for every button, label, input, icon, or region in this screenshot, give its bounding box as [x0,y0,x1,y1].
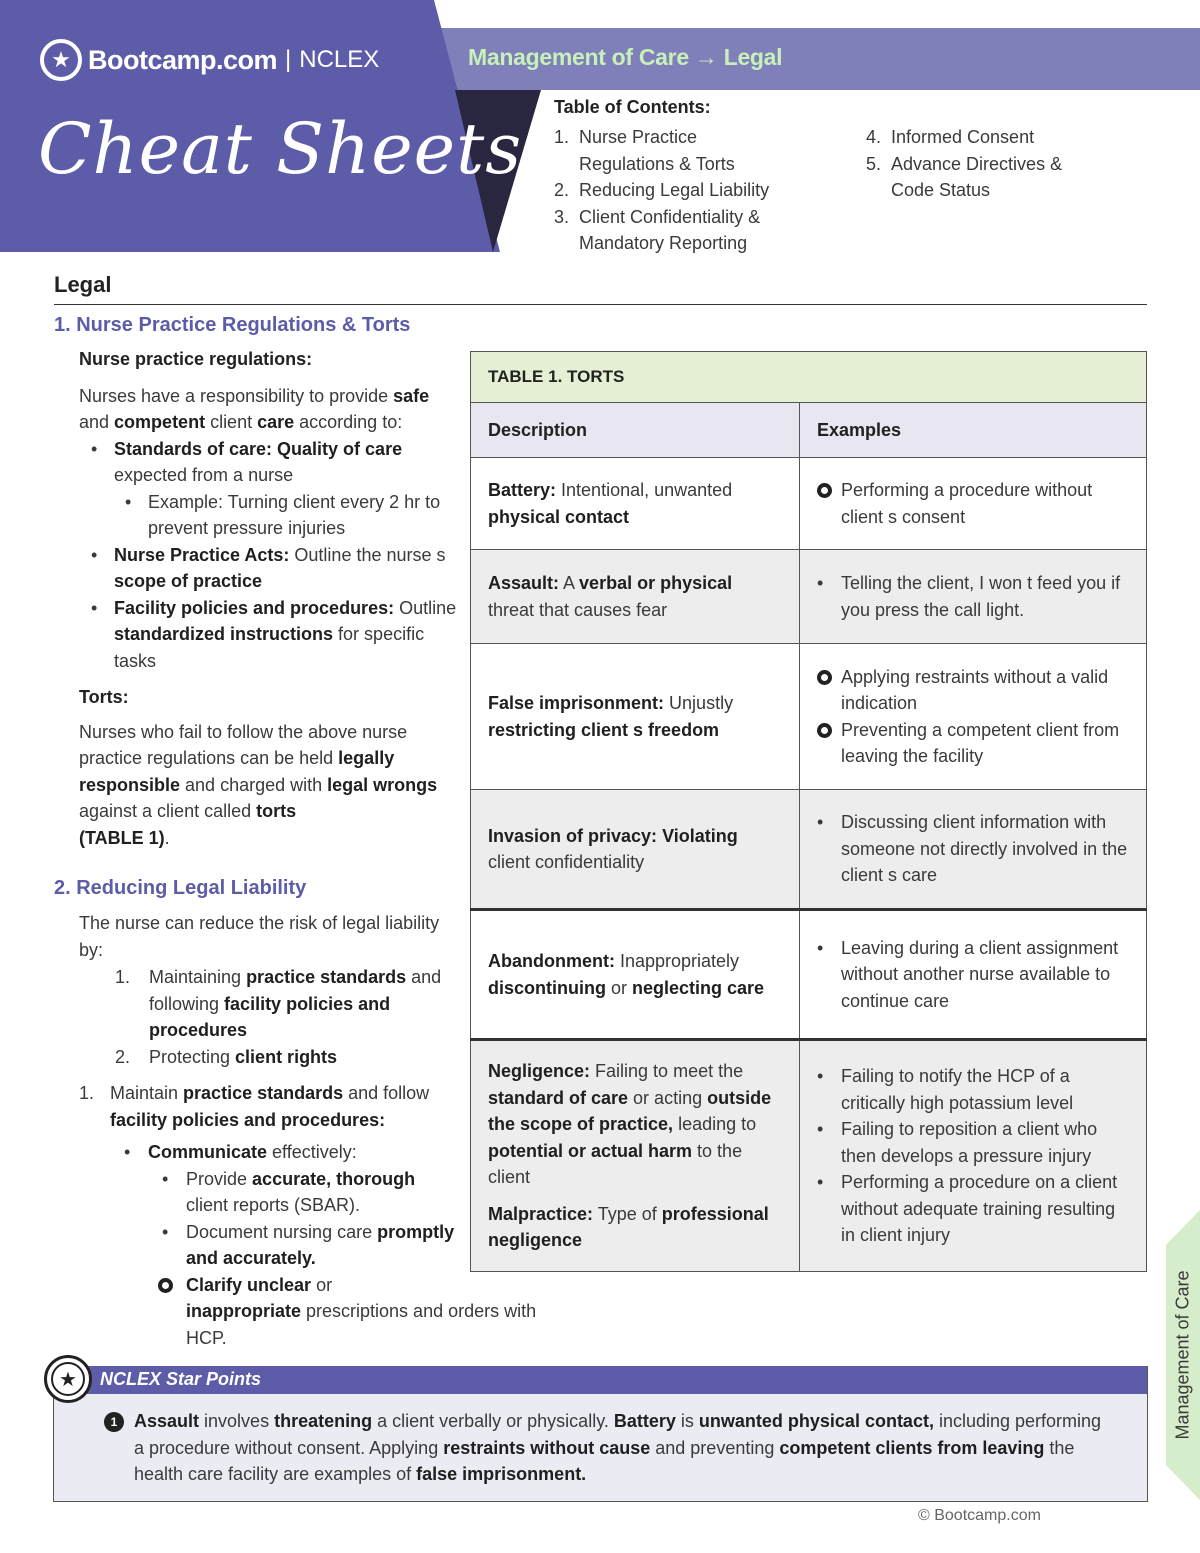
table-cell-examples: • Failing to notify the HCP of a critically high potassium level • Failing to reposition a client who then develops a pressure injury • Performing a procedure on a client without adequate training resulting in client injury [800,1040,1147,1272]
table-cell-description: Battery: Intentional, unwanted physical contact [471,458,800,550]
alert-icon [158,1278,173,1293]
torts-label: Torts: [79,687,129,707]
alert-icon [817,670,832,685]
table-title: TABLE 1. TORTS [471,352,1147,403]
table-cell-description: Negligence: Failing to meet the standard of care or acting outside the scope of practice, leading to potential or actual harm to the client Malpractice: Type of professional negligence [471,1040,800,1272]
torts-table [470,351,1147,1272]
section-title: Legal [54,272,112,297]
brand-separator: | [285,46,292,73]
section1-body [79,346,464,851]
side-tab-label: Management of Care [1172,1270,1193,1440]
section-heading-2: 2. Reducing Legal Liability [54,877,307,899]
list-item: • Facility policies and procedures: Outline standardized instructions for specific tasks [91,597,457,671]
torts-text: Nurses who fail to follow the above nurse practice regulations can be held legally responsible and charged with legal wrongs against a client called torts (TABLE 1). [79,721,438,848]
list-item: • Nurse Practice Acts: Outline the nurse s scope of practice [91,544,446,591]
table-row [471,644,1147,790]
column-header: Description [471,403,800,458]
table-cell-description: Invasion of privacy: Violating client confidentiality [471,790,800,910]
table-row [471,458,1147,550]
list-item: • Example: Turning client every 2 hr to prevent pressure injuries [125,491,441,538]
table-cell-examples: • Telling the client, I won t feed you if you press the call light. [800,550,1147,644]
number-badge: 1 [104,1412,124,1432]
list-item: • Provide accurate, thorough client reports (SBAR). [162,1168,416,1215]
section2-list [115,964,465,1070]
npr-intro: Nurses have a responsibility to provide safe and competent client care according to: [79,385,430,432]
section-heading-1: 1. Nurse Practice Regulations & Torts [54,314,411,336]
list-item: • Standards of care: Quality of care expected from a nurse [91,438,403,485]
table-title-row [471,352,1147,403]
list-item: • Communicate effectively: [124,1142,357,1162]
page-title: Cheat Sheets [38,108,523,190]
table-cell-examples: • Leaving during a client assignment without another nurse available to continue care [800,910,1147,1040]
divider [54,304,1147,305]
table-cell-description: Assault: A verbal or physical threat that causes fear [471,550,800,644]
star-point-item: 1 Assault involves threatening a client verbally or physically. Battery is unwanted physical contact, including performing a procedure without consent. Applying restraints without cause and preventing competent clients from leaving the health care facility are examples of false imprisonment. [104,1408,1114,1488]
table-row [471,550,1147,644]
list-item: 2. Protecting client rights [115,1046,338,1067]
list-item: 1. Maintaining practice standards and following facility policies and procedures [115,967,442,1040]
brand-logo-row [40,38,379,82]
toc-list-left [554,124,854,257]
column-header: Examples [800,403,1147,458]
list-item: 1. Maintain practice standards and follow facility policies and procedures: [79,1083,430,1130]
table-cell-examples: • Discussing client information with someone not directly involved in the client s care [800,790,1147,910]
toc-item[interactable]: 5. Advance Directives & Code Status [866,153,1063,200]
toc-item[interactable]: 4. Informed Consent [866,127,1035,147]
toc-item[interactable]: 1. Nurse Practice Regulations & Torts [554,127,735,174]
list-item: • Document nursing care promptly and accurately. [162,1221,455,1268]
table-cell-examples: Applying restraints without a valid indication Preventing a competent client from leaving the facility [800,644,1147,790]
list-item: Clarify unclear or inappropriate prescriptions and orders with HCP. [124,1272,548,1352]
table-header-row [471,403,1147,458]
section2-maintain [79,1080,469,1133]
star-badge-icon: ★ [40,39,82,81]
table-cell-examples: Performing a procedure without client s consent [800,458,1147,550]
brand-product: NCLEX [299,46,380,73]
toc-title: Table of Contents: [554,97,711,117]
breadcrumb: Management of Care → Legal [468,44,783,70]
table-row [471,1040,1147,1272]
alert-icon [817,723,832,738]
star-points-title: NCLEX Star Points [100,1369,262,1389]
footer-copyright: © Bootcamp.com [918,1507,1041,1524]
toc-list-right [866,124,1126,204]
toc-item[interactable]: 2. Reducing Legal Liability [554,180,770,200]
star-icon: ★ [44,1355,92,1403]
toc-item[interactable]: 3. Client Confidentiality & Mandatory Reporting [554,206,761,253]
table-row [471,910,1147,1040]
alert-icon [817,483,832,498]
npr-label: Nurse practice regulations: [79,349,313,369]
table-row [471,790,1147,910]
table-cell-description: False imprisonment: Unjustly restricting client s freedom [471,644,800,790]
section2-intro: The nurse can reduce the risk of legal liability by: [79,913,440,960]
table-cell-description: Abandonment: Inappropriately discontinuing or neglecting care [471,910,800,1040]
brand-name: Bootcamp.com [88,44,278,75]
